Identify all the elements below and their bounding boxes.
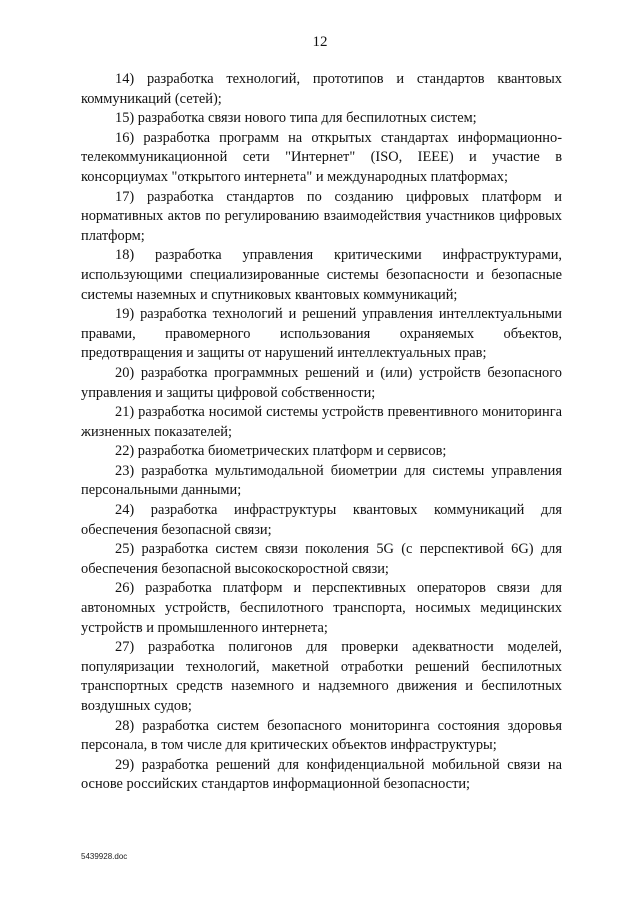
list-item: 24) разработка инфраструктуры квантовых коммуникаций для обеспечения безопасной связи;	[81, 502, 562, 538]
list-item: 22) разработка биометрических платформ и сервисов;	[115, 443, 447, 460]
list-item: 14) разработка технологий, прототипов и стандартов квантовых коммуникаций (сетей);	[81, 71, 562, 107]
list-item: 28) разработка систем безопасного мониторинга состояния здоровья персонала, в том числе для критических объектов инфраструктуры;	[81, 717, 562, 754]
list-item: 23) разработка мультимодальной биометрии для системы управления персональными данными;	[81, 462, 562, 499]
document-filename: 5439928.doc	[81, 852, 128, 861]
list-item: 19) разработка технологий и решений управления интеллектуальными правами, правомерного использования охраняемых объектов, предотвращения и защиты от нарушений интеллектуальных прав;	[81, 306, 562, 362]
list-item: 15) разработка связи нового типа для беспилотных систем;	[115, 110, 477, 127]
document-body	[81, 70, 562, 795]
list-item: 17) разработка стандартов по созданию цифровых платформ и нормативных актов по регулированию взаимодействия участников цифровых платформ;	[81, 188, 562, 244]
list-item: 18) разработка управления критическими инфраструктурами, использующими специализированные системы безопасности и безопасные системы наземных и спутниковых квантовых коммуникаций;	[81, 247, 562, 303]
list-item: 20) разработка программных решений и (или) устройств безопасного управления и защиты цифровой собственности;	[81, 364, 562, 401]
list-item: 25) разработка систем связи поколения 5G (с перспективой 6G) для обеспечения безопасной высокоскоростной связи;	[81, 541, 562, 577]
list-item: 27) разработка полигонов для проверки адекватности моделей, популяризации технологий, макетной отработки решений беспилотных транспортных средств наземного и надземного движения и беспилотных воздушных судов;	[81, 639, 562, 714]
list-item: 21) разработка носимой системы устройств превентивного мониторинга жизненных показателей;	[81, 404, 562, 440]
list-item: 29) разработка решений для конфиденциальной мобильной связи на основе российских стандартов информационной безопасности;	[81, 756, 562, 793]
list-item: 16) разработка программ на открытых стандартах информационно-телекоммуникационной сети "Интернет" (ISO, IEEE) и участие в консорциумах "открытого интернета" и международных платформах;	[81, 129, 562, 185]
page-number: 12	[312, 34, 328, 50]
list-item: 26) разработка платформ и перспективных операторов связи для автономных устройств, беспилотного транспорта, носимых медицинских устройств и промышленного интернета;	[81, 580, 562, 636]
